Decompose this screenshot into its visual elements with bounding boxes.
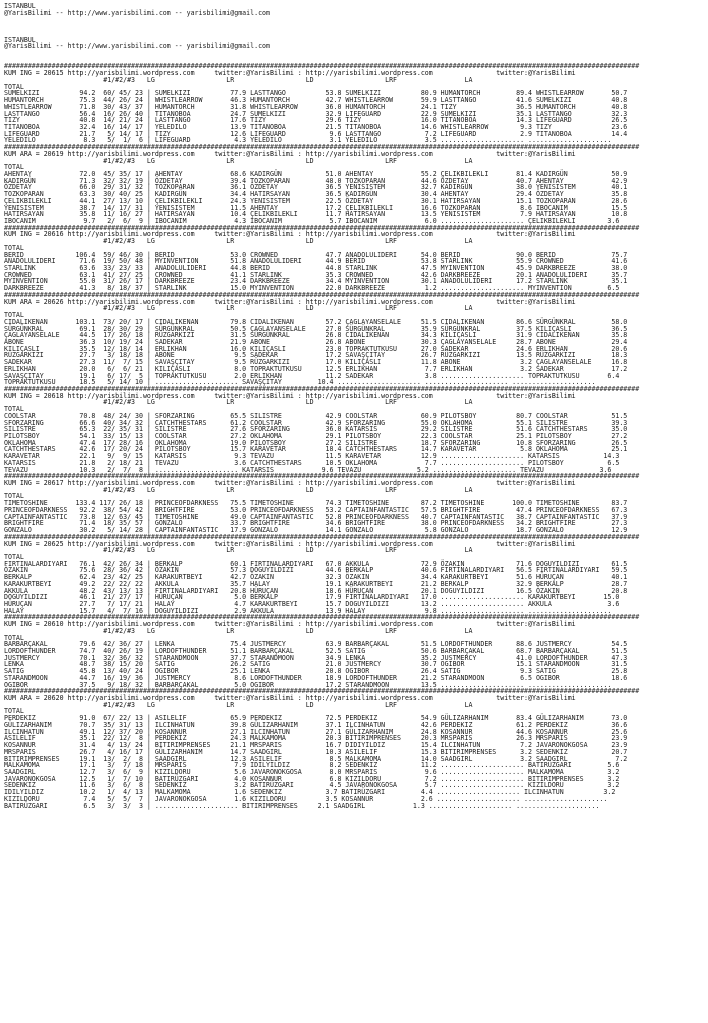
text-line: TOTAL	[4, 405, 24, 414]
text-line	[4, 30, 708, 37]
text-line: KIZILDORU 7.4 5/ 5/ 7 | JAVARONOKGOSA 1.6 KIZILDORU 3.5 KOSANNUR 2.6 ..................... .....................	[4, 794, 608, 803]
text-line: BATIRÜZGARI 6.5 3/ 3/ 3 | ..................... BITIRIMPRENSES 2.1 SAADGIRL 1.3 ..................... .....................	[4, 801, 600, 810]
text-line: AHENTAY 72.0 45/ 35/ 17 | AHENTAY 68.6 KADIRGÜN 51.0 AHENTAY 55.2 ÇELIKBILEKLI 81.4 KADIRGÜN 50.9	[4, 169, 628, 178]
separator-line: ################################################################################################################################################################	[4, 532, 640, 541]
text-line: TOZKOPARAN 63.3 30/ 40/ 25 | KADIRGÜN 34.4 HATIRSAYAN 36.5 KADIRGÜN 30.4 AHENTAY 29.4 ÖZDETAY 35.8	[4, 190, 628, 199]
text-line: COOLSTAR 70.8 48/ 24/ 30 | SFORZARING 65.5 SILISTRE 42.9 COOLSTAR 60.9 PILOTSBOY 80.7 COOLSTAR 51.5	[4, 411, 628, 420]
text-line: HUMANTORCH 75.3 44/ 26/ 24 | WHISTLEARROW 46.3 HUMANTORCH 42.7 WHISTLEARROW 59.9 LASTTANGO 41.6 SUMELKIZI 40.8	[4, 96, 628, 105]
text-line: CROWNED 63.1 41/ 27/ 25 | CROWNED 41.1 STARLINK 35.3 CROWNED 42.6 DARKBREEZE 20.1 ANADOLULIDERI 35.7	[4, 270, 628, 279]
text-line: #1/#2/#3 LG LR LD LRF LA	[4, 626, 473, 635]
text-line: TOTAL	[4, 552, 24, 561]
text-line: BRIGHTFIRE 71.4 18/ 35/ 57 | GONZALO 33.7 BRIGHTFIRE 34.6 BRIGHTFIRE 38.0 PRINCEOFDARKNESS 34.2 BRIGHTFIRE 27.3	[4, 519, 628, 528]
text-line: YELEDILO 8.3 5/ 1/ 6 | LIFEGUARD 4.3 YELEDILO 3.1 YELEDILO 3.5 ..................... .....................	[4, 136, 612, 145]
text-line: STARLINK 63.6 33/ 23/ 33 | ANADOLULIDERI 44.8 BERID 44.8 STARLINK 47.5 MYINVENTION 45.9 DARKBREEZE 38.0	[4, 264, 628, 273]
text-line: TITANOBOA 32.4 16/ 14/ 17 | YELEDILO 13.9 TITANOBOA 21.5 TITANOBOA 14.6 WHISTLEARROW 9.3 TIZY 23.6	[4, 122, 628, 131]
text-line: ÖZDETAY 66.0 29/ 31/ 32 | TOZKOPARAN 36.1 ÖZDETAY 36.5 YENISISTEM 32.7 KADIRGÜN 38.0 YENISISTEM 40.1	[4, 183, 628, 192]
text-line: ANADOLULIDERI 71.6 19/ 50/ 48 | MYINVENTION 51.8 ANADOLULIDERI 44.9 BERID 53.8 STARLINK 55.9 CROWNED 41.6	[4, 257, 628, 266]
race-header-line: KUM ING = 20616 http://yarisbilimi.wordpress.com twitter:@YarisBilimi : http://yarisbilimi.wordpress.com twitter:@YarisBilimi	[4, 230, 576, 239]
text-line: SEDENKIZ 11.6 3/ 6/ 8 | SEDENKIZ 3.2 BATIRÜZGARI 4.5 JAVARONOKGOSA 5.7 ..................... KIZILDORU 3.2	[4, 781, 620, 790]
text-line: KARAKURTBEYI 49.2 22/ 22/ 22 | AKKULA 35.7 HALAY 19.1 KARAKURTBEYI 21.2 BERKALP 32.9 BERKALP 28.7	[4, 579, 628, 588]
text-line: BERKALP 62.4 23/ 42/ 25 | KARAKURTBEYI 42.7 ÖZAKIN 32.3 ÖZAKIN 34.4 KARAKURTBEYI 51.6 HÜRUÇAN 40.1	[4, 573, 628, 582]
text-line: TIZY 40.8 14/ 21/ 24 | LASTTANGO 17.6 TIZY 29.6 TIZY 16.0 TITANOBOA 14.3 LIFEGUARD 26.5	[4, 116, 628, 125]
text-line: OGIBOR 37.5 9/ 18/ 32 | BARBARÇAKAL 5.0 OGIBOR 17.2 STARANDMOON 13.5 ..................... .....................	[4, 680, 612, 689]
text-line: #1/#2/#3 LG LR LD LRF LA	[4, 700, 473, 709]
race-header-line: KUM ARA = 20626 http://yarisbilimi.wordpress.com twitter:@YarisBilimi : http://yarisbilimi.wordpress.com twitter:@YarisBilimi	[4, 297, 576, 306]
text-line: IBOCANIM 9.7 2/ 6/ 9 | IBOCANIM 4.3 IBOCANIM 5.7 IBOCANIM 6.0 ..................... ÇELIKBILEKLI 3.6	[4, 217, 620, 225]
race-header-line: KUM ARA = 20619 http://yarisbilimi.wordpress.com twitter:@YarisBilimi : http://yarisbilimi.wordpress.com twitter:@YarisBilimi	[4, 149, 576, 158]
text-line: ERLIKHAN 20.0 6/ 6/ 21 | KILIÇASLI 8.0 TOPRAKTUTKUSU 12.5 ERLIKHAN 7.7 ERLIKHAN 3.2 SADEKAR 17.2	[4, 364, 628, 373]
text-line: GÜLIZARHANIM 70.7 35/ 31/ 13 | ILCINHATUN 39.8 GÜLIZARHANIM 37.1 ILCINHATUN 42.6 PERDEKIZ 61.2 PERDEKIZ 36.6	[4, 720, 628, 729]
text-line: #1/#2/#3 LG LR LD LRF LA	[4, 304, 473, 313]
text-line: GONZALO 30.2 5/ 14/ 28 | CAPTAINFANTASTIC 17.9 GONZALO 14.1 GONZALO 5.8 GONZALO 18.7 GONZALO 12.9	[4, 526, 628, 535]
text-line: TOTAL	[4, 633, 24, 642]
text-line: IDILYILDIZ 10.2 1/ 4/ 13 | MALKAMOMA 1.6 SEDENKIZ 3.7 BATIRÜZGARI 4.4 ..................... ILCINHATUN 3.2	[4, 788, 616, 797]
text-line: KILIÇASLI 35.5 12/ 18/ 14 | ERLIKHAN 16.0 KILIÇASLI 23.0 TOPRAKTUTKUSU 27.0 SADEKAR 24.6 ERLIKHAN 20.6	[4, 344, 628, 353]
text-line: TOTAL	[4, 311, 24, 320]
race-header-line: KUM ING = 20617 http://yarisbilimi.wordpress.com twitter:@YarisBilimi : http://yarisbilimi.wordpress.com twitter:@YarisBilimi	[4, 479, 576, 488]
text-line: HÜRUÇAN 27.7 7/ 17/ 21 | HALAY 4.7 KARAKURTBEYI 15.7 DOGUYILDIZI 13.2 ..................... AKKULA 3.6	[4, 599, 620, 608]
text-line: PERDEKIZ 91.0 67/ 22/ 13 | ASILELIF 65.9 PERDEKIZ 72.5 PERDEKIZ 54.9 GÜLIZARHANIM 83.4 GÜLIZARHANIM 73.0	[4, 714, 628, 723]
text-line: CATCHTHESTARS 42.6 17/ 20/ 24 | PILOTSBOY 15.7 KARAVETAR 18.4 CATCHTHESTARS 14.7 KARAVETAR 5.8 OKLAHOMA 25.1	[4, 445, 628, 454]
race-header-line: KUM ING = 20618 http://yarisbilimi.wordpress.com twitter:@YarisBilimi : http://yarisbilimi.wordpress.com twitter:@YarisBilimi	[4, 391, 576, 400]
separator-line: ################################################################################################################################################################	[4, 472, 640, 481]
text-line: MALKAMOMA 17.1 3/ 7/ 18 | MRSPARIS 7.9 IDILYILDIZ 8.2 SEDENKIZ 11.2 ..................... BATIRÜZGARI 5.6	[4, 761, 620, 770]
text-line: WHISTLEARROW 71.8 30/ 43/ 37 | HUMANTORCH 31.8 WHISTLEARROW 36.0 HUMANTORCH 24.1 TIZY 36.5 HUMANTORCH 40.8	[4, 102, 628, 111]
text-line: #1/#2/#3 LG LR LD LRF LA	[4, 75, 473, 84]
text-line: DARKBREEZE 41.3 8/ 18/ 37 | STARLINK 15.0 MYINVENTION 22.0 DARKBREEZE 1.2 ..................... MYINVENTION 6.5	[4, 284, 620, 293]
text-line: RÜZGARKIZI 27.7 3/ 18/ 18 | ABONE 9.5 SADEKAR 17.2 SAVAŞÇITAY 26.7 RÜZGARKIZI 13.5 RÜZGARKIZI 18.3	[4, 351, 628, 360]
text-line: DOGUYILDIZI 46.1 21/ 27/ 17 | HÜRUÇAN 5.0 BERKALP 17.9 FIRTINALARDIYARI 17.0 ..................... KARAKURTBEYI 15.0	[4, 593, 620, 602]
text-line	[4, 50, 708, 57]
text-line: #1/#2/#3 LG LR LD LRF LA	[4, 546, 473, 555]
text-line: KATARSIS 21.8 2/ 18/ 21 | TEVAZU 3.6 CATCHTHESTARS 10.5 OKLAHOMA 7.7 ..................... PILOTSBOY 6.5	[4, 458, 620, 467]
text-line: CIDALIKENAN 103.1 73/ 20/ 17 | CIDALIKENAN 79.8 CIDALIKENAN 57.2 ÇAGLAYANSELALE 51.5 CIDALIKENAN 86.6 SÜRGÜNKRAL 58.0	[4, 317, 628, 326]
text-line: TOTAL	[4, 492, 24, 501]
separator-line: ################################################################################################################################################################	[4, 62, 640, 71]
text-line: SAVAŞÇITAY 19.1 6/ 17/ 5 | TOPRAKTUTKUSU 2.0 ERLIKHAN 11.2 SADEKAR 3.8 ..................... TOPRAKTUTKUSU 6.4	[4, 371, 620, 380]
text-line: SAADGIRL 12.7 3/ 6/ 9 | KIZILDORU 5.6 JAVARONOKGOSA 8.0 MRSPARIS 9.6 ..................... MALKAMOMA 3.2	[4, 767, 620, 776]
text-line: TOTAL	[4, 82, 24, 91]
text-line: PILOTSBOY 54.1 33/ 15/ 13 | COOLSTAR 27.2 OKLAHOMA 29.1 PILOTSBOY 22.3 COOLSTAR 25.1 PILOTSBOY 27.2	[4, 432, 628, 440]
text-line: ÇAGLAYANSELALE 44.5 17/ 26/ 18 | RÜZGARKIZI 31.5 SÜRGÜNKRAL 26.8 CIDALIKENAN 34.3 KILIÇASLI 31.9 CIDALIKENAN 35.8	[4, 331, 628, 340]
text-line	[4, 23, 708, 30]
text-line: SATIG 45.8 13/ 40/ 24 | OGIBOR 25.1 LENKA 20.8 OGIBOR 26.4 SATIG 9.3 SATIG 25.8	[4, 667, 628, 676]
text-line: LENKA 48.7 38/ 15/ 20 | SATIG 26.2 SATIG 21.0 JUSTMERCY 30.7 OGIBOR 15.1 STARANDMOON 31.5	[4, 660, 628, 669]
race-header-line: KUM ING = 20610 http://yarisbilimi.wordpress.com twitter:@YarisBilimi : http://yarisbilimi.wordpress.com twitter:@YarisBilimi	[4, 620, 576, 629]
text-line: BERID 106.4 59/ 46/ 30 | BERID 53.0 CROWNED 47.7 ANADOLULIDERI 54.0 BERID 90.0 BERID 75.7	[4, 250, 628, 259]
separator-line: ################################################################################################################################################################	[4, 290, 640, 299]
race-header-line: KUM ING = 20615 http://yarisbilimi.wordpress.com twitter:@YarisBilimi : http://yarisbilimi.wordpress.com twitter:@YarisBilimi	[4, 69, 576, 78]
text-line: AKKULA 48.2 43/ 13/ 13 | FIRTINALARDIYARI 20.8 HÜRUÇAN 18.6 HÜRUÇAN 20.1 DOGUYILDIZI 16.5 ÖZAKIN 20.8	[4, 586, 628, 595]
text-line: TEVAZU 10.3 2/ 7/ 8 | ..................... KATARSIS 9.6 TEVAZU 5.2 ..................... TEVAZU 3.6	[4, 465, 612, 474]
text-line: KOSANNUR 31.4 4/ 13/ 24 | BITIRIMPRENSES 21.1 MRSPARIS 16.7 DIDIYILDIZ 15.4 ILCINHATUN 7.2 JAVARONOKGOSA 23.9	[4, 741, 628, 750]
text-line: JUSTMERCY 70.1 32/ 36/ 32 | STARANDMOON 37.7 STARANDMOON 34.9 LENKA 35.2 JUSTMERCY 41.0 LORDOFTHUNDER 47.3	[4, 653, 628, 662]
text-line: ABONE 36.3 10/ 19/ 24 | SADEKAR 21.9 ABONE 26.8 ABONE 30.3 ÇAGLAYANSELALE 28.7 ABONE 29.4	[4, 337, 628, 346]
text-line: KADIRGÜN 71.3 32/ 32/ 19 | ÖZDETAY 39.4 TOZKOPARAN 48.0 TOZKOPARAN 44.6 ÖZDETAY 40.7 AHENTAY 42.9	[4, 176, 628, 185]
separator-line: ################################################################################################################################################################	[4, 223, 640, 232]
race-header-line: KUM ARA = 20620 http://yarisbilimi.wordpress.com twitter:@YarisBilimi : http://yarisbilimi.wordpress.com twitter:@YarisBilimi	[4, 694, 576, 703]
text-line: HALAY 15.7 4/ 7/ 16 | DOGUYILDIZI 2.9 AKKULA 13.9 HALAY 9.8 ..................... .....................	[4, 606, 612, 615]
separator-line: ################################################################################################################################################################	[4, 143, 640, 152]
text-line: @YarisBilimi -- http://www.yarisbilimi.com -- yarisbilimi@gmail.com	[4, 8, 270, 17]
text-line: SILISTRE 65.3 22/ 35/ 31 | SILISTRE 27.6 SFORZARING 36.0 KATARSIS 29.2 SILISTRE 51.6 CATCHTHESTARS 35.0	[4, 425, 628, 434]
text-line: TOTAL	[4, 163, 24, 172]
text-line: BARBARÇAKAL 79.6 42/ 36/ 27 | LENKA 75.4 JUSTMERCY 63.9 BARBARÇAKAL 51.5 LORDOFTHUNDER 88.6 JUSTMERCY 54.5	[4, 640, 628, 649]
text-line: SÜRGÜNKRAL 69.1 28/ 30/ 29 | SÜRGÜNKRAL 50.5 ÇAGLAYANSELALE 27.0 SÜRGÜNKRAL 35.9 SÜRGÜNKRAL 37.5 KILIÇASLI 36.5	[4, 324, 628, 333]
text-line: ISTANBUL	[4, 35, 36, 44]
text-line: LORDOFTHUNDER 74.7 40/ 26/ 19 | LORDOFTHUNDER 51.1 BARBARÇAKAL 52.5 SATIG 50.6 BARBARÇAKAL 68.7 BARBARÇAKAL 51.5	[4, 647, 628, 655]
separator-line: ################################################################################################################################################################	[4, 687, 640, 696]
text-line: ILCINHATUN 49.1 12/ 37/ 20 | KOSANNUR 27.1 ILCINHATUN 27.1 GÜLIZARHANIM 24.8 KOSANNUR 44.6 KOSANNUR 25.6	[4, 727, 628, 736]
text-line: SADEKAR 27.3 11/ 7/ 15 | SAVAŞÇITAY 9.5 RÜZGARKIZI 17.0 KILIÇASLI 11.8 ABONE 3.2 ÇAGLAYANSELALE 16.8	[4, 358, 628, 367]
text-line: TOTAL	[4, 707, 24, 716]
text-line: TOTAL	[4, 243, 24, 252]
text-line: PRINCEOFDARKNESS 92.2 38/ 54/ 42 | BRIGHTFIRE 53.0 PRINCEOFDARKNESS 53.2 CAPTAINFANTASTIC 57.5 BRIGHTFIRE 47.4 PRINCEOFDARKNESS 67.3	[4, 505, 628, 514]
text-line: STARANDMOON 44.7 16/ 19/ 36 | JUSTMERCY 8.6 LORDOFTHUNDER 18.9 LORDOFTHUNDER 21.2 STARANDMOON 6.5 OGIBOR 18.6	[4, 673, 628, 682]
text-line: MRSPARIS 26.7 4/ 16/ 17 | GÜLIZARHANIM 14.7 SAADGIRL 10.3 ASILELIF 15.3 BITIRIMPRENSES 3.2 SEDENKIZ 20.7	[4, 747, 628, 756]
text-line: YENISISTEM 38.7 14/ 17/ 31 | YENISISTEM 11.5 AHENTAY 17.2 ÇELIKBILEKLI 16.6 TOZKOPARAN 8.6 IBOCANIM 15.5	[4, 203, 628, 212]
text-line: TIMETOSHINE 133.4 117/ 26/ 18 | PRINCEOFDARKNESS 75.5 TIMETOSHINE 74.3 TIMETOSHINE 87.2 TIMETOSHINE 100.0 TIMETOSHINE 83.7	[4, 499, 628, 508]
text-line: HATIRSAYAN 35.8 11/ 16/ 27 | HATIRSAYAN 10.4 ÇELIKBILEKLI 11.7 HATIRSAYAN 13.5 YENISISTEM 7.9 HATIRSAYAN 10.8	[4, 210, 628, 219]
text-line	[4, 16, 708, 23]
race-header-line: KUM ING = 20625 http://yarisbilimi.wordpress.com twitter:@YarisBilimi : http://yarisbilimi.wordpress.com twitter:@YarisBilimi	[4, 539, 576, 548]
text-line: KARAVETAR 22.1 9/ 9/ 15 | KATARSIS 9.3 TEVAZU 11.5 KARAVETAR 12.9 ..................... KATARSIS 14.3	[4, 452, 620, 461]
text-line: SFORZARING 66.6 40/ 34/ 32 | CATCHTHESTARS 61.2 COOLSTAR 42.9 SFORZARING 55.0 OKLAHOMA 55.1 SILISTRE 39.3	[4, 418, 628, 427]
text-line: ÇELIKBILEKLI 44.1 27/ 13/ 10 | ÇELIKBILEKLI 24.3 YENISISTEM 22.5 ÖZDETAY 30.1 HATIRSAYAN 15.1 TOZKOPARAN 28.6	[4, 196, 628, 205]
text-line: LIFEGUARD 21.7 5/ 14/ 17 | TIZY 12.6 LIFEGUARD 9.6 LASTTANGO 7.2 LIFEGUARD 2.9 TITANOBOA 14.4	[4, 129, 628, 138]
text-line: CAPTAINFANTASTIC 73.8 12/ 63/ 45 | TIMETOSHINE 49.0 CAPTAINFANTASTIC 52.8 PRINCEOFDARKNESS 40.7 CAPTAINFANTASTIC 38.7 CAPTAINFANTASTIC 37.9	[4, 512, 628, 521]
text-line: BITIRIMPRENSES 19.1 13/ 2/ 8 | SAADGIRL 12.3 ASILELIF 8.5 MALKAMOMA 14.0 SAADGIRL 3.2 SAADGIRL 7.2	[4, 754, 628, 763]
text-line: OKLAHOMA 47.4 17/ 28/ 16 | OKLAHOMA 19.0 PILOTSBOY 27.2 SILISTRE 18.7 SFORZARING 10.8 SFORZARING 26.5	[4, 438, 628, 447]
text-line: @YarisBilimi -- http://www.yarisbilimi.com -- yarisbilimi@gmail.com	[4, 42, 270, 51]
text-line: #1/#2/#3 LG LR LD LRF LA	[4, 237, 473, 246]
text-line: #1/#2/#3 LG LR LD LRF LA	[4, 156, 473, 165]
separator-line: ################################################################################################################################################################	[4, 613, 640, 622]
text-line: TOPRAKTUTKUSU 18.5 5/ 14/ 10 | ..................... SAVAŞÇITAY 10.4 ..................... ..................... .....................	[4, 378, 596, 387]
text-line: MYINVENTION 55.0 31/ 26/ 17 | DARKBREEZE 23.4 DARKBREEZE 34.4 MYINVENTION 30.1 ANADOLULIDERI 17.2 STARLINK 35.1	[4, 277, 628, 286]
text-line: ASILELIF 35.1 22/ 12/ 8 | PERDEKIZ 24.3 MALKAMOMA 20.3 BITIRIMPRENSES 20.3 MRSPARIS 26.3 MRSPARIS 23.9	[4, 734, 628, 743]
separator-line: ################################################################################################################################################################	[4, 384, 640, 393]
text-line: FIRTINALARDIYARI 76.1 42/ 26/ 34 | BERKALP 60.1 FIRTINALARDIYARI 67.0 AKKULA 72.9 ÖZAKIN 71.6 DOGUYILDIZI 61.5	[4, 559, 628, 568]
text-line: #1/#2/#3 LG LR LD LRF LA	[4, 398, 473, 407]
text-line: ÖZAKIN 75.6 28/ 36/ 42 | ÖZAKIN 57.3 DOGUYILDIZI 44.6 BERKALP 40.6 FIRTINALARDIYARI 56.5 FIRTINALARDIYARI 59.5	[4, 566, 628, 575]
text-line: LASTTANGO 56.4 16/ 26/ 40 | TITANOBOA 24.7 SUMELKIZI 32.9 LIFEGUARD 22.9 SUMELKIZI 35.1 LASTTANGO 32.3	[4, 109, 628, 118]
text-line: ISTANBUL	[4, 2, 36, 10]
text-line: SUMELKIZI 94.2 60/ 45/ 23 | SUMELKIZI 77.9 LASTTANGO 53.8 SUMELKIZI 80.9 HUMANTORCH 89.4 WHISTLEARROW 50.7	[4, 89, 628, 98]
text-line: #1/#2/#3 LG LR LD LRF LA	[4, 485, 473, 494]
text-line: JAVARONOKGOSA 12.5 1/ 7/ 10 | BATIRÜZGARI 4.0 KOSANNUR 6.8 KIZILDORU 7.2 ..................... BITIRIMPRENSES 3.2	[4, 774, 620, 783]
